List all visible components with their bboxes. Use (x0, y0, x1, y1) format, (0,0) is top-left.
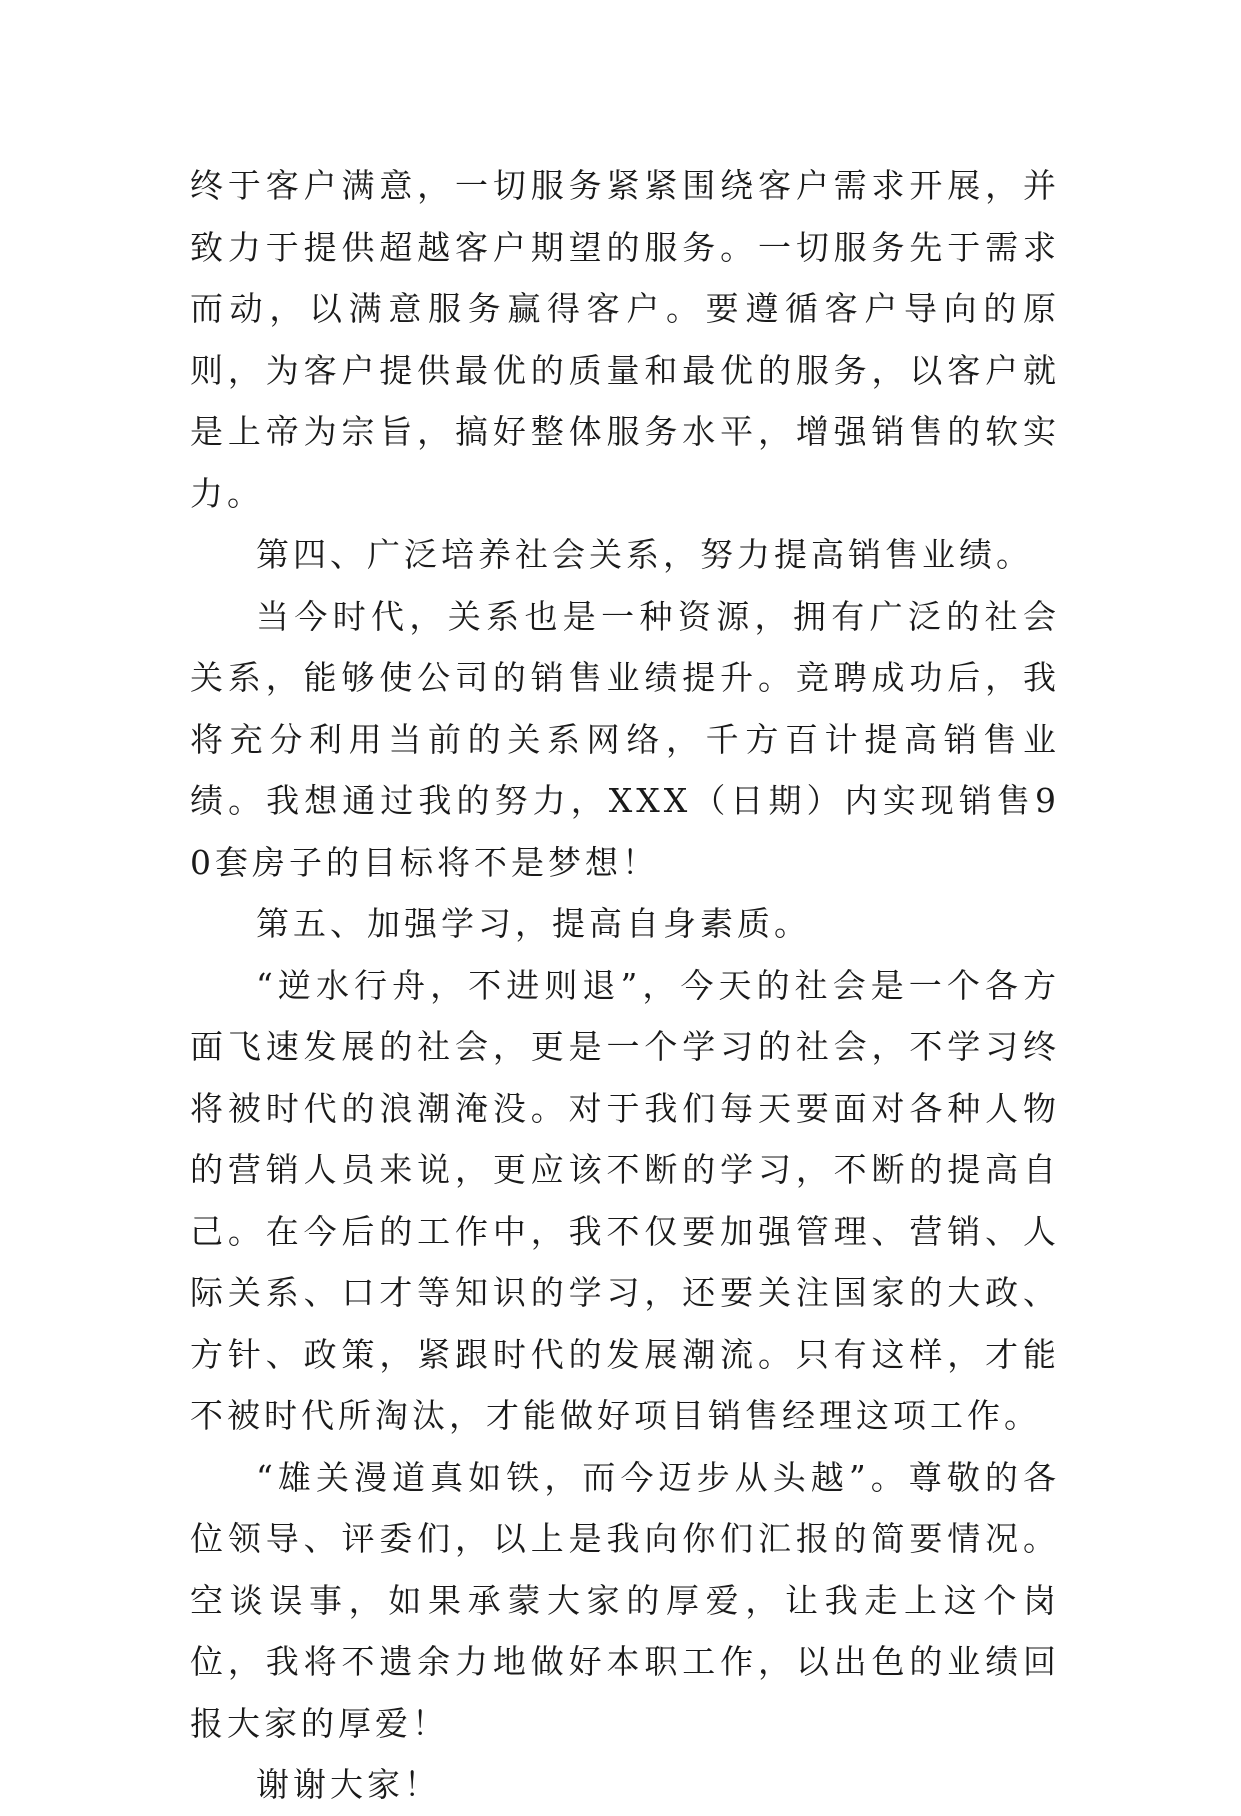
paragraph-thanks: 谢谢大家！ (256, 1765, 441, 1804)
paragraph-social-relations: 当今时代，关系也是一种资源，拥有广泛的社会关系，能够使公司的销售业绩提升。竞聘成功后，我将充分利用当前的关系网络，千方百计提高销售业绩。我想通过我的努力，XXX（日期）内实现销售90套房子的目标将不是梦想！ (190, 596, 1060, 882)
paragraph-customer-service: 终于客户满意，一切服务紧紧围绕客户需求开展，并致力于提供超越客户期望的服务。一切服务先于需求而动，以满意服务赢得客户。要遵循客户导向的原则，为客户提供最优的质量和最优的服务，以客户就是上帝为宗旨，搞好整体服务水平，增强销售的软实力。 (190, 166, 1060, 513)
document-body (190, 155, 1060, 1816)
paragraph-learning: “逆水行舟，不进则退”，今天的社会是一个各方面飞速发展的社会，更是一个学习的社会，不学习终将被时代的浪潮淹没。对于我们每天要面对各种人物的营销人员来说，更应该不断的学习，不断的提高自己。在今后的工作中，我不仅要加强管理、营销、人际关系、口才等知识的学习，还要关注国家的大政、方针、政策，紧跟时代的发展潮流。只有这样，才能不被时代所淘汰，才能做好项目销售经理这项工作。 (190, 965, 1060, 1435)
paragraph-closing: “雄关漫道真如铁，而今迈步从头越”。尊敬的各位领导、评委们，以上是我向你们汇报的简要情况。空谈误事，如果承蒙大家的厚爱，让我走上这个岗位，我将不遗余力地做好本职工作，以出色的业绩回报大家的厚爱！ (190, 1457, 1060, 1743)
heading-point-five: 第五、加强学习，提高自身素质。 (256, 904, 811, 943)
heading-point-four: 第四、广泛培养社会关系，努力提高销售业绩。 (256, 535, 1033, 574)
